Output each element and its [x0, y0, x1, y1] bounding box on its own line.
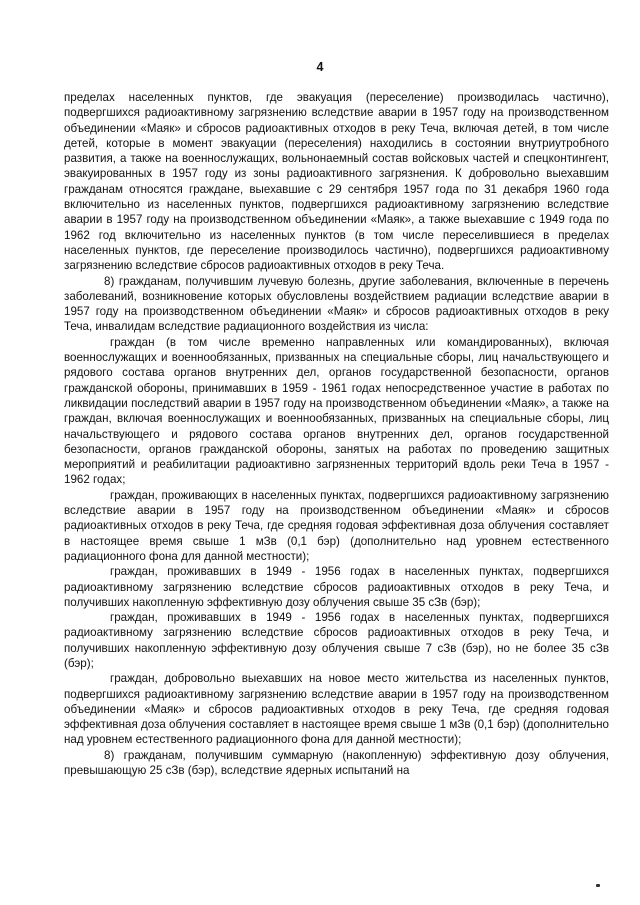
paragraph-liquidators: граждан (в том числе временно направленных или командированных), включая военнослужащих и военнообязанных, призванных на специальные сборы, лиц начальствующего и рядового состава органов внутренних дел, органов государственной безопасности, органов гражданской обороны, принимавших в 1959 - 1961 годах непосредственное участие в работах по ликвидации последствий аварии в 1957 году на производственном объединении «Маяк», а также на граждан, включая военнослужащих и военнообязанных, призванных на специальные сборы, лиц начальствующего и рядового состава органов внутренних дел, органов государственной безопасности, органов гражданской обороны, занятых на работах по проведению защитных мероприятий и реабилитации радиоактивно загрязненных территорий вдоль реки Теча в 1957 - 1962 годах;: [64, 335, 609, 487]
paragraph-continuation: пределах населенных пунктов, где эвакуация (переселение) производилась частично), подвергшихся радиоактивному загрязнению вследствие аварии в 1957 году на производственном объединении «Маяк» и сбросов радиоактивных отходов в реку Теча, включая детей, в том числе детей, которые в момент эвакуации (переселения) находились в состоянии внутриутробного развития, а также на военнослужащих, вольнонаемный состав войсковых частей и спецконтингент, эвакуированных в 1957 году из зоны радиоактивного загрязнения. К добровольно выехавшим гражданам относятся граждане, выехавшие с 29 сентября 1957 года по 31 декабря 1960 года включительно из населенных пунктов, подвергшихся радиоактивному загрязнению вследствие аварии в 1957 году на производственном объединении «Маяк», а также выехавшие с 1949 года по 1962 год включительно из населенных пунктов (в том числе переселившиеся в пределах населенных пунктов, где переселение производилось частично), подвергшихся радиоактивному загрязнению вследствие сбросов радиоактивных отходов в реку Теча.: [64, 91, 609, 273]
document-body: [64, 90, 609, 778]
paragraph-residents-current: граждан, проживающих в населенных пунктах, подвергшихся радиоактивному загрязнению вследствие аварии в 1957 году на производственном объединении «Маяк» и сбросов радиоактивных отходов в реку Теча, где средняя годовая эффективная доза облучения составляет в настоящее время свыше 1 мЗв (0,1 бэр) (дополнительно над уровнем естественного радиационного фона для данной местности);: [64, 488, 609, 563]
paragraph-item-8-nuclear-tests: 8) гражданам, получившим суммарную (накопленную) эффективную дозу облучения, превышающую 25 сЗв (бэр), вследствие ядерных испытаний на: [64, 748, 609, 778]
scan-mark: [596, 884, 600, 887]
paragraph-residents-over-35: граждан, проживавших в 1949 - 1956 годах в населенных пунктах, подвергшихся радиоактивному загрязнению вследствие сбросов радиоактивных отходов в реку Теча, и получивших накопленную эффективную дозу облучения свыше 35 сЗв (бэр);: [64, 565, 609, 609]
paragraph-voluntary-relocated: граждан, добровольно выехавших на новое место жительства из населенных пунктов, подвергшихся радиоактивному загрязнению вследствие аварии в 1957 году на производственном объединении «Маяк» и сбросов радиоактивных отходов в реку Теча, где средняя годовая эффективная доза облучения составляет в настоящее время свыше 1 мЗв (0,1 бэр) (дополнительно над уровнем естественного радиационного фона для данной местности);: [64, 672, 609, 747]
paragraph-residents-7-to-35: граждан, проживавших в 1949 - 1956 годах в населенных пунктах, подвергшихся радиоактивному загрязнению вследствие сбросов радиоактивных отходов в реку Теча, и получивших накопленную эффективную дозу облучения свыше 7 сЗв (бэр), но не более 35 сЗв (бэр);: [64, 611, 609, 670]
page-number: 4: [316, 60, 324, 74]
paragraph-item-8-radiation-illness: 8) гражданам, получившим лучевую болезнь, другие заболевания, включенные в перечень заболеваний, возникновение которых обусловлены воздействием радиации вследствие аварии в 1957 году на производственном объединении «Маяк» и сбросов радиоактивных отходов в реку Теча, инвалидам вследствие радиационного воздействия из числа:: [64, 274, 609, 334]
